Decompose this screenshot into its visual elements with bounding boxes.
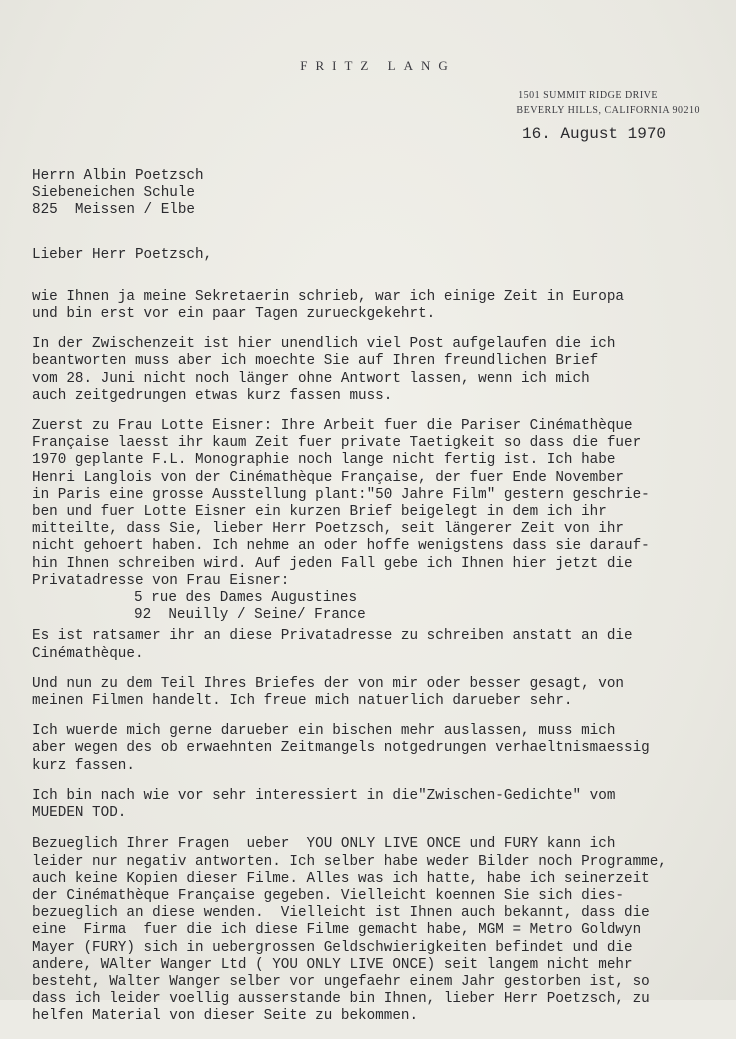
letterhead-address	[516, 88, 700, 118]
paragraph-8	[32, 836, 722, 1025]
private-address-line: 5 rue des Dames Augustines	[134, 590, 358, 607]
text-line: vom 28. Juni nicht noch länger ohne Antwort lassen, wenn ich mich	[32, 370, 590, 387]
text-line: 1970 geplante F.L. Monographie noch lange nicht fertig ist. Ich habe	[32, 452, 616, 469]
addressee-line: Siebeneichen Schule	[32, 185, 196, 202]
paragraph-6	[32, 723, 722, 775]
text-line: Es ist ratsamer ihr an diese Privatadresse zu schreiben anstatt an die	[32, 628, 633, 645]
text-line: bezueglich an diese wenden. Vielleicht ist Ihnen auch bekannt, dass die	[32, 905, 650, 922]
paragraph-1	[32, 289, 722, 323]
paragraph-3	[32, 418, 722, 624]
text-line: nicht gehoert haben. Ich nehme an oder hoffe wenigstens dass sie darauf-	[32, 538, 650, 555]
text-line: ben und fuer Lotte Eisner ein kurzen Brief beigelegt in dem ich ihr	[32, 504, 607, 521]
text-line: andere, WAlter Wanger Ltd ( YOU ONLY LIVE ONCE) seit langem nicht mehr	[32, 956, 633, 973]
text-line: Ich wuerde mich gerne darueber ein bischen mehr auslassen, muss mich	[32, 723, 616, 740]
text-line: Und nun zu dem Teil Ihres Briefes der von mir oder besser gesagt, von	[32, 675, 624, 692]
text-line: Henri Langlois von der Cinémathèque Française, der fuer Ende November	[32, 469, 624, 486]
text-line: Zuerst zu Frau Lotte Eisner: Ihre Arbeit fuer die Pariser Cinémathèque	[32, 418, 633, 435]
text-line: kurz fassen.	[32, 757, 135, 774]
text-line: Ich bin nach wie vor sehr interessiert in die"Zwischen-Gedichte" vom	[32, 787, 616, 804]
salutation: Lieber Herr Poetzsch,	[32, 246, 213, 263]
paragraph-4	[32, 628, 722, 662]
text-line: Mayer (FURY) sich in uebergrossen Geldschwierigkeiten befindet und die	[32, 939, 633, 956]
letter-body	[32, 168, 722, 1039]
private-address-block	[32, 590, 722, 624]
paragraph-7	[32, 788, 722, 822]
paragraph-5	[32, 676, 722, 710]
text-line: In der Zwischenzeit ist hier unendlich viel Post aufgelaufen die ich	[32, 336, 616, 353]
private-address-line: 92 Neuilly / Seine/ France	[134, 607, 366, 624]
text-line: Française laesst ihr kaum Zeit fuer private Taetigkeit so dass die fuer	[32, 435, 642, 452]
text-line: Privatadresse von Frau Eisner:	[32, 572, 290, 589]
letterhead-city: BEVERLY HILLS, CALIFORNIA 90210	[516, 105, 700, 116]
text-line: dass ich leider voellig ausserstande bin Ihnen, lieber Herr Poetzsch, zu	[32, 991, 650, 1008]
text-line: eine Firma fuer die ich diese Filme gemacht habe, MGM = Metro Goldwyn	[32, 922, 642, 939]
addressee-line: Herrn Albin Poetzsch	[32, 168, 204, 184]
text-line: in Paris eine grosse Ausstellung plant:"50 Jahre Film" gestern geschrie-	[32, 486, 650, 503]
text-line: und bin erst vor ein paar Tagen zurueckgekehrt.	[32, 306, 436, 323]
text-line: MUEDEN TOD.	[32, 805, 127, 822]
letterhead-name: FRITZ LANG	[300, 58, 456, 73]
paragraph-2	[32, 336, 722, 405]
text-line: beantworten muss aber ich moechte Sie auf Ihren freundlichen Brief	[32, 353, 599, 370]
text-line: hin Ihnen schreiben wird. Auf jeden Fall gebe ich Ihnen hier jetzt die	[32, 555, 633, 572]
text-line: besteht, Walter Wanger selber vor ungefaehr einem Jahr gestorben ist, so	[32, 973, 650, 990]
addressee-line: 825 Meissen / Elbe	[32, 202, 196, 219]
addressee-block	[32, 168, 722, 220]
letter-date: 16. August 1970	[522, 125, 667, 143]
text-line: Bezueglich Ihrer Fragen ueber YOU ONLY LIVE ONCE und FURY kann ich	[32, 836, 616, 853]
text-line: auch keine Kopien dieser Filme. Alles was ich hatte, habe ich seinerzeit	[32, 870, 650, 887]
text-line: helfen Material von dieser Seite zu bekommen.	[32, 1008, 419, 1025]
text-line: Cinémathèque.	[32, 645, 144, 662]
letterhead-street: 1501 SUMMIT RIDGE DRIVE	[518, 90, 658, 101]
text-line: meinen Filmen handelt. Ich freue mich natuerlich darueber sehr.	[32, 693, 573, 710]
text-line: der Cinémathèque Française gegeben. Vielleicht koennen Sie sich dies-	[32, 887, 624, 904]
text-line: aber wegen des ob erwaehnten Zeitmangels notgedrungen verhaeltnismaessig	[32, 740, 650, 757]
text-line: leider nur negativ antworten. Ich selber habe weder Bilder noch Programme,	[32, 853, 667, 870]
text-line: wie Ihnen ja meine Sekretaerin schrieb, war ich einige Zeit in Europa	[32, 288, 624, 305]
text-line: auch zeitgedrungen etwas kurz fassen muss.	[32, 387, 393, 404]
text-line: mitteilte, dass Sie, lieber Herr Poetzsch, seit längerer Zeit von ihr	[32, 521, 624, 538]
